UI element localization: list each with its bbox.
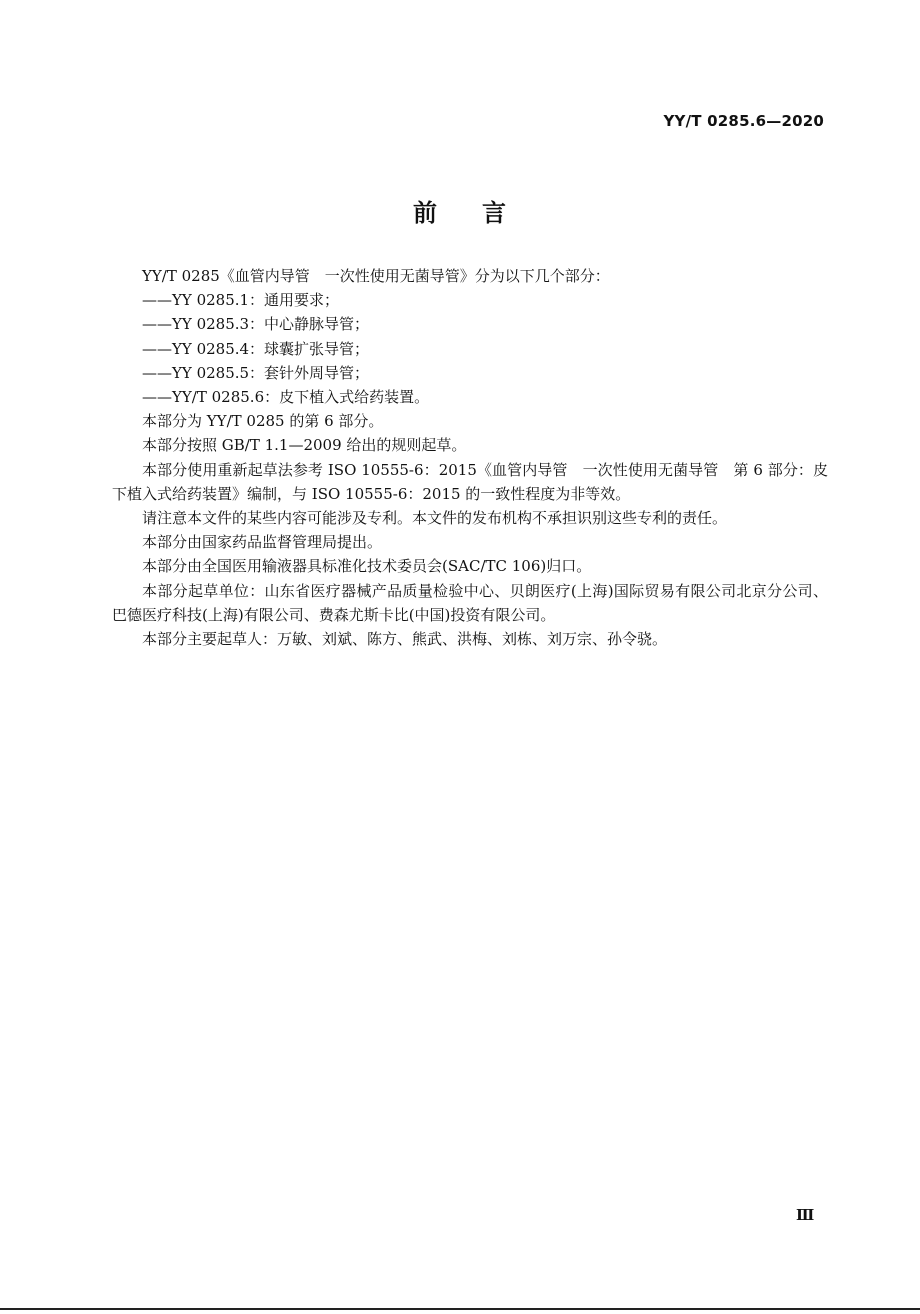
drafting-rules: 本部分按照 GB/T 1.1—2009 给出的规则起草。 bbox=[142, 436, 467, 455]
page-title bbox=[0, 193, 920, 228]
title-part-2: 言 bbox=[482, 199, 507, 227]
part-list-item: ——YY 0285.4：球囊扩张导管； bbox=[142, 339, 370, 358]
part-list-item: ——YY 0285.1：通用要求； bbox=[142, 291, 340, 310]
drafters: 本部分主要起草人：万敏、刘斌、陈方、熊武、洪梅、刘栋、刘万宗、孙令骁。 bbox=[142, 630, 668, 649]
proposed-by: 本部分由国家药品监督管理局提出。 bbox=[142, 533, 383, 552]
patent-notice: 请注意本文件的某些内容可能涉及专利。本文件的发布机构不承担识别这些专利的责任。 bbox=[142, 509, 728, 528]
part-list-item: ——YY 0285.5：套针外周导管； bbox=[142, 363, 370, 382]
parts-intro: YY/T 0285《血管内导管 一次性使用无菌导管》分为以下几个部分： bbox=[142, 267, 610, 285]
part-statement: 本部分为 YY/T 0285 的第 6 部分。 bbox=[142, 412, 384, 431]
iso-reference: 本部分使用重新起草法参考 ISO 10555-6：2015《血管内导管 一次性使用无菌导管 第 6 部分：皮下植入式给药装置》编制，与 ISO 10555-6：2015 的一致性程度为非等效。 bbox=[112, 460, 828, 503]
centralized-by: 本部分由全国医用输液器具标准化技术委员会(SAC/TC 106)归口。 bbox=[142, 557, 592, 576]
drafting-units: 本部分起草单位：山东省医疗器械产品质量检验中心、贝朗医疗(上海)国际贸易有限公司北京分公司、巴德医疗科技(上海)有限公司、费森尤斯卡比(中国)投资有限公司。 bbox=[112, 581, 828, 624]
part-list-item: ——YY/T 0285.6：皮下植入式给药装置。 bbox=[142, 388, 430, 407]
foreword-body bbox=[112, 264, 828, 651]
part-list-item: ——YY 0285.3：中心静脉导管； bbox=[142, 315, 370, 334]
page-number: Ⅲ bbox=[796, 1206, 815, 1224]
title-part-1: 前 bbox=[413, 199, 438, 227]
standard-code: YY/T 0285.6—2020 bbox=[663, 112, 824, 130]
bottom-rule bbox=[0, 1308, 920, 1310]
